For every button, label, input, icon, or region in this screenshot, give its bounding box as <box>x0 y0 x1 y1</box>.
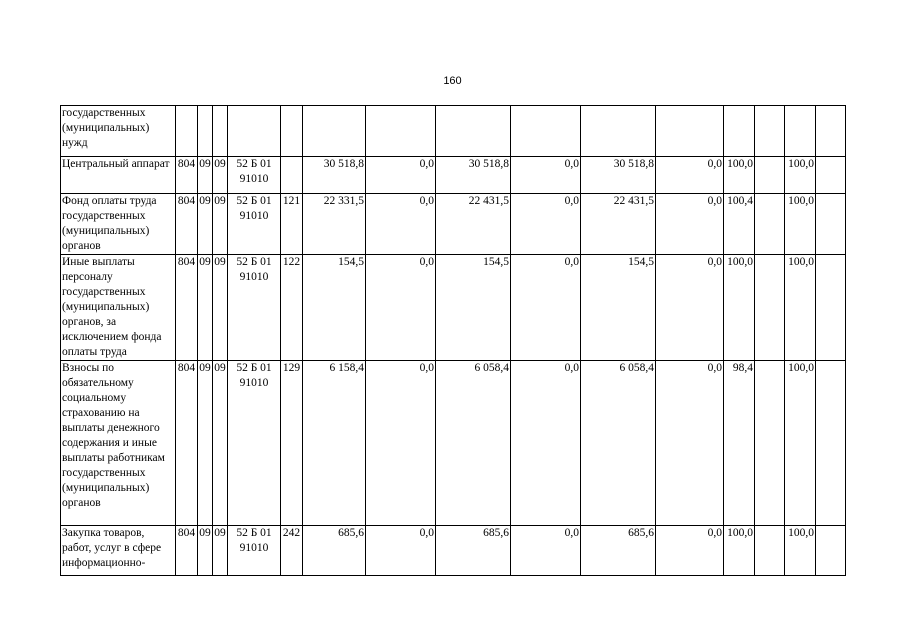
cell-razdel <box>198 106 213 157</box>
csr-line-1: 52 Б 01 <box>236 158 272 170</box>
csr-line-1: 52 Б 01 <box>236 362 272 374</box>
cell-value-5: 6 058,4 <box>581 361 656 526</box>
cell-percent-2 <box>755 526 785 576</box>
cell-percent-1: 98,4 <box>724 361 755 526</box>
row-name: государственных (муниципальных) нужд <box>61 106 176 157</box>
csr-line-1: 52 Б 01 <box>236 527 272 539</box>
cell-podrazdel: 09 <box>213 255 228 361</box>
table-row <box>61 361 846 526</box>
cell-value-3 <box>436 106 511 157</box>
cell-percent-2 <box>755 255 785 361</box>
cell-percent-2 <box>755 361 785 526</box>
cell-value-2: 0,0 <box>366 255 436 361</box>
cell-value-3: 6 058,4 <box>436 361 511 526</box>
cell-csr <box>228 526 281 576</box>
cell-vr: 122 <box>281 255 303 361</box>
cell-csr <box>228 157 281 194</box>
cell-percent-3: 100,0 <box>785 157 816 194</box>
cell-value-3: 30 518,8 <box>436 157 511 194</box>
csr-line-2: 91010 <box>239 271 269 283</box>
cell-value-5 <box>581 106 656 157</box>
cell-value-6: 0,0 <box>656 255 724 361</box>
row-name: Фонд оплаты труда государственных (муниципальных) органов <box>61 194 176 255</box>
cell-percent-2 <box>755 106 785 157</box>
csr-line-2: 91010 <box>239 377 269 389</box>
cell-percent-1: 100,0 <box>724 255 755 361</box>
cell-vr: 129 <box>281 361 303 526</box>
cell-value-4: 0,0 <box>511 194 581 255</box>
table-row <box>61 106 846 157</box>
cell-razdel: 09 <box>198 157 213 194</box>
cell-value-2: 0,0 <box>366 157 436 194</box>
row-name: Иные выплаты персоналу государственных (муниципальных) органов, за исключением фонда оплаты труда <box>61 255 176 361</box>
cell-podrazdel: 09 <box>213 361 228 526</box>
row-name: Взносы по обязательному социальному страхованию на выплаты денежного содержания и иные выплаты работникам государственных (муниципальных) органов <box>61 361 176 526</box>
cell-percent-4 <box>816 157 846 194</box>
cell-percent-1 <box>724 106 755 157</box>
cell-value-5: 154,5 <box>581 255 656 361</box>
cell-vr <box>281 106 303 157</box>
budget-table <box>60 105 846 576</box>
cell-podrazdel: 09 <box>213 157 228 194</box>
cell-percent-3: 100,0 <box>785 255 816 361</box>
row-name: Центральный аппарат <box>61 157 176 194</box>
cell-value-1: 22 331,5 <box>303 194 366 255</box>
table-row <box>61 157 846 194</box>
cell-ved <box>176 106 198 157</box>
cell-csr <box>228 361 281 526</box>
cell-percent-4 <box>816 255 846 361</box>
cell-value-1: 30 518,8 <box>303 157 366 194</box>
cell-razdel: 09 <box>198 255 213 361</box>
cell-razdel: 09 <box>198 526 213 576</box>
cell-ved: 804 <box>176 255 198 361</box>
cell-value-4: 0,0 <box>511 157 581 194</box>
cell-value-2: 0,0 <box>366 194 436 255</box>
cell-value-1: 154,5 <box>303 255 366 361</box>
cell-value-2: 0,0 <box>366 526 436 576</box>
cell-percent-2 <box>755 194 785 255</box>
cell-value-2: 0,0 <box>366 361 436 526</box>
row-name: Закупка товаров, работ, услуг в сфере информационно- <box>61 526 176 576</box>
cell-value-6: 0,0 <box>656 157 724 194</box>
cell-percent-3: 100,0 <box>785 526 816 576</box>
cell-value-1: 6 158,4 <box>303 361 366 526</box>
cell-percent-1: 100,4 <box>724 194 755 255</box>
table-row <box>61 526 846 576</box>
cell-value-5: 22 431,5 <box>581 194 656 255</box>
cell-vr: 242 <box>281 526 303 576</box>
cell-percent-3: 100,0 <box>785 194 816 255</box>
cell-percent-1: 100,0 <box>724 526 755 576</box>
cell-value-6: 0,0 <box>656 361 724 526</box>
cell-percent-4 <box>816 106 846 157</box>
cell-value-4: 0,0 <box>511 255 581 361</box>
cell-csr <box>228 255 281 361</box>
table-row <box>61 255 846 361</box>
cell-value-6: 0,0 <box>656 526 724 576</box>
cell-value-2 <box>366 106 436 157</box>
cell-percent-1: 100,0 <box>724 157 755 194</box>
cell-ved: 804 <box>176 157 198 194</box>
cell-value-5: 30 518,8 <box>581 157 656 194</box>
cell-percent-2 <box>755 157 785 194</box>
cell-value-1: 685,6 <box>303 526 366 576</box>
cell-value-4: 0,0 <box>511 526 581 576</box>
cell-vr: 121 <box>281 194 303 255</box>
csr-line-2: 91010 <box>239 173 269 185</box>
csr-line-1: 52 Б 01 <box>236 256 272 268</box>
cell-value-3: 685,6 <box>436 526 511 576</box>
cell-csr <box>228 194 281 255</box>
csr-line-2: 91010 <box>239 210 269 222</box>
cell-value-3: 22 431,5 <box>436 194 511 255</box>
cell-podrazdel <box>213 106 228 157</box>
page-number: 160 <box>443 75 462 87</box>
table-row <box>61 194 846 255</box>
cell-value-1 <box>303 106 366 157</box>
cell-vr <box>281 157 303 194</box>
cell-percent-3 <box>785 106 816 157</box>
cell-razdel: 09 <box>198 194 213 255</box>
cell-csr <box>228 106 281 157</box>
cell-value-4: 0,0 <box>511 361 581 526</box>
cell-razdel: 09 <box>198 361 213 526</box>
csr-line-1: 52 Б 01 <box>236 195 272 207</box>
cell-value-5: 685,6 <box>581 526 656 576</box>
cell-percent-3: 100,0 <box>785 361 816 526</box>
cell-value-6: 0,0 <box>656 194 724 255</box>
cell-percent-4 <box>816 526 846 576</box>
cell-ved: 804 <box>176 361 198 526</box>
cell-ved: 804 <box>176 194 198 255</box>
cell-podrazdel: 09 <box>213 194 228 255</box>
cell-percent-4 <box>816 361 846 526</box>
cell-value-6 <box>656 106 724 157</box>
cell-value-4 <box>511 106 581 157</box>
cell-value-3: 154,5 <box>436 255 511 361</box>
csr-line-2: 91010 <box>239 542 269 554</box>
cell-podrazdel: 09 <box>213 526 228 576</box>
cell-ved: 804 <box>176 526 198 576</box>
cell-percent-4 <box>816 194 846 255</box>
